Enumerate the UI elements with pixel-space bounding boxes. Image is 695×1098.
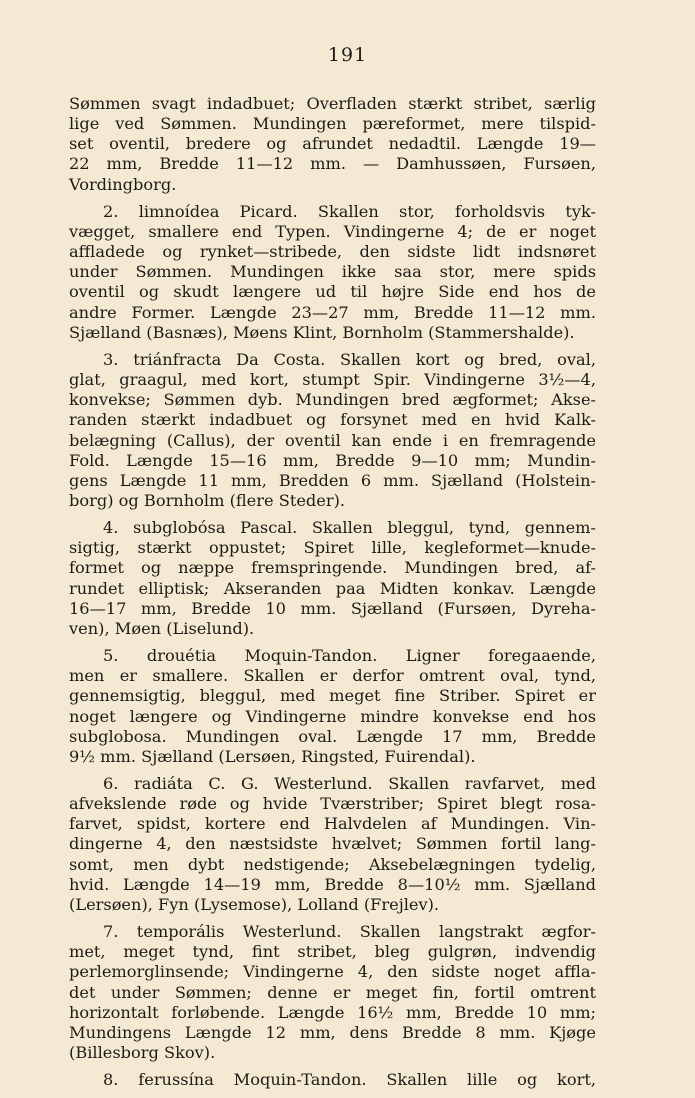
text-line: Vordingborg. xyxy=(69,174,177,194)
text-line: glat, graagul, med kort, stumpt Spir. Vindingerne 3½—4, xyxy=(69,370,596,390)
text-line: under Sømmen. Mundingen ikke saa stor, mere spids xyxy=(69,262,596,282)
text-line: dingerne 4, den næstsidste hvælvet; Sømmen fortil lang- xyxy=(69,834,596,854)
text-line: 9½ mm. Sjælland (Lersøen, Ringsted, Fuirendal). xyxy=(69,746,476,766)
text-line: 6. radiáta C. G. Westerlund. Skallen ravfarvet, med xyxy=(103,774,596,793)
text-line: hvid. Længde 14—19 mm, Bredde 8—10½ mm. Sjælland xyxy=(69,874,596,894)
text-line: perlemorglinsende; Vindingerne 4, den sidste noget affla- xyxy=(69,962,596,982)
text-line: 22 mm, Bredde 11—12 mm. — Damhussøen, Fursøen, xyxy=(69,154,596,174)
text-line: Mundingens Længde 12 mm, dens Bredde 8 mm. Kjøge xyxy=(69,1022,596,1042)
text-line: afvekslende røde og hvide Tværstriber; Spiret blegt rosa- xyxy=(69,794,596,814)
text-line: 8. ferussína Moquin-Tandon. Skallen lille og kort, xyxy=(103,1070,596,1090)
text-line: gens Længde 11 mm, Bredden 6 mm. Sjælland (Holstein- xyxy=(69,470,596,490)
text-line: (Lersøen), Fyn (Lysemose), Lolland (Frejlev). xyxy=(69,894,440,914)
text-line: (Billesborg Skov). xyxy=(69,1043,216,1063)
text-line: noget længere og Vindingerne mindre konvekse end hos xyxy=(69,706,596,726)
text-line: rundet elliptisk; Akseranden paa Midten konkav. Længde xyxy=(69,578,596,598)
text-line: vægget, smallere end Typen. Vindingerne 4; de er noget xyxy=(69,221,596,241)
text-line: belægning (Callus), der oventil kan ende i en fremragende xyxy=(69,430,596,450)
text-line: 16—17 mm, Bredde 10 mm. Sjælland (Fursøen, Dyreha- xyxy=(69,598,596,618)
text-line: sigtig, stærkt oppustet; Spiret lille, kegleformet—knude- xyxy=(69,538,596,558)
text-line: konvekse; Sømmen dyb. Mundingen bred ægformet; Akse- xyxy=(69,390,596,410)
text-line: randen stærkt indadbuet og forsynet med en hvid Kalk- xyxy=(69,410,596,430)
text-line: 4. subglobósa Pascal. Skallen bleggul, tynd, gennem- xyxy=(103,518,596,538)
text-line: lige ved Sømmen. Mundingen pæreformet, mere tilspid- xyxy=(69,114,596,134)
text-line: Sømmen svagt indadbuet; Overfladen stærkt stribet, særlig xyxy=(69,94,596,113)
text-line: 7. temporális Westerlund. Skallen langstrakt ægfor- xyxy=(103,922,596,942)
text-line: det under Sømmen; denne er meget fin, fortil omtrent xyxy=(69,982,596,1002)
text-line: affladede og rynket—stribede, den sidste lidt indsnøret xyxy=(69,242,596,262)
text-line: 3. triánfracta Da Costa. Skallen kort og bred, oval, xyxy=(103,349,596,369)
text-line: set oventil, bredere og afrundet nedadtil. Længde 19— xyxy=(69,134,596,154)
text-line: somt, men dybt nedstigende; Aksebelægningen tydelig, xyxy=(69,854,596,874)
text-line: men er smallere. Skallen er derfor omtrent oval, tynd, xyxy=(69,666,596,686)
text-line: oventil og skudt længere ud til højre Side end hos de xyxy=(69,282,596,302)
text-line: Sjælland (Basnæs), Møens Klint, Bornholm (Stammershalde). xyxy=(69,322,575,342)
text-line: gennemsigtig, bleggul, med meget fine Striber. Spiret er xyxy=(69,686,596,706)
text-line: ven), Møen (Liselund). xyxy=(69,618,255,638)
text-line: met, meget tynd, fint stribet, bleg gulgrøn, indvendig xyxy=(69,942,596,962)
body-text xyxy=(69,94,596,1090)
text-line: Fold. Længde 15—16 mm, Bredde 9—10 mm; Mundin- xyxy=(69,450,596,470)
text-line: andre Former. Længde 23—27 mm, Bredde 11—12 mm. xyxy=(69,302,596,322)
text-line: horizontalt forløbende. Længde 16½ mm, Bredde 10 mm; xyxy=(69,1002,596,1022)
text-line: formet og næppe fremspringende. Mundingen bred, af- xyxy=(69,558,596,578)
text-line: 2. limnoídea Picard. Skallen stor, forholdsvis tyk- xyxy=(103,201,596,221)
text-line: borg) og Bornholm (flere Steder). xyxy=(69,490,346,510)
text-line: farvet, spidst, kortere end Halvdelen af Mundingen. Vin- xyxy=(69,814,596,834)
text-line: subglobosa. Mundingen oval. Længde 17 mm, Bredde xyxy=(69,726,596,746)
text-line: 5. drouétia Moquin-Tandon. Ligner foregaaende, xyxy=(103,646,596,666)
page-number: 191 xyxy=(327,44,368,66)
